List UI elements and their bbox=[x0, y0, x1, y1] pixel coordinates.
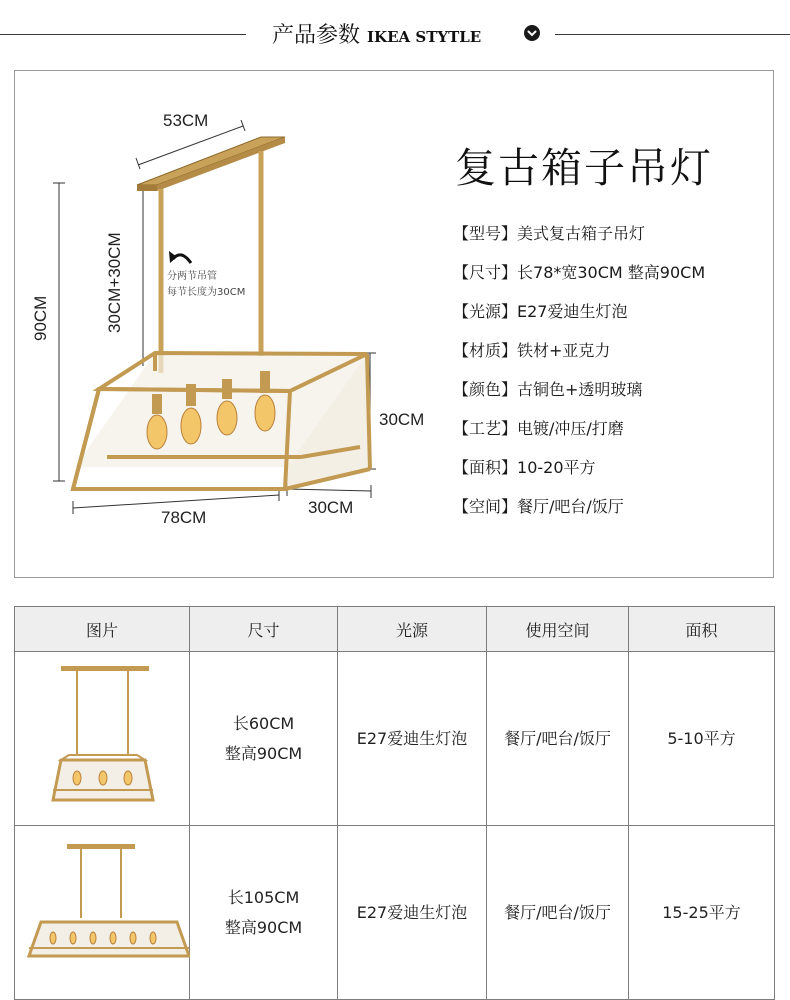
spec-value: 长78*宽30CM 整高90CM bbox=[517, 263, 706, 282]
spec-item bbox=[453, 455, 705, 494]
dim-top-width: 53CM bbox=[163, 111, 209, 130]
spec-item bbox=[453, 260, 705, 299]
spec-list bbox=[453, 221, 705, 533]
variant-space: 餐厅/吧台/饭厅 bbox=[487, 826, 629, 1000]
spec-key: 【光源】 bbox=[453, 302, 518, 321]
variant-area: 5-10平方 bbox=[629, 652, 775, 826]
spec-key: 【材质】 bbox=[453, 341, 518, 360]
spec-key: 【工艺】 bbox=[453, 419, 518, 438]
col-header-space: 使用空间 bbox=[487, 607, 629, 652]
table-header-row bbox=[15, 607, 775, 652]
section-title bbox=[272, 18, 481, 49]
variant-length: 长105CM bbox=[227, 887, 300, 907]
variant-area: 15-25平方 bbox=[629, 826, 775, 1000]
spec-key: 【颜色】 bbox=[453, 380, 518, 399]
variant-lamp-image bbox=[15, 826, 190, 989]
spec-value: 餐厅/吧台/饭厅 bbox=[517, 497, 624, 516]
spec-item bbox=[453, 299, 705, 338]
spec-value: 美式复古箱子吊灯 bbox=[517, 224, 646, 243]
rod-note-line2: 每节长度为30CM bbox=[167, 287, 246, 298]
spec-key: 【空间】 bbox=[453, 497, 518, 516]
variant-height: 整高90CM bbox=[224, 743, 303, 763]
table-row bbox=[15, 826, 775, 1000]
header-divider-left bbox=[0, 34, 246, 35]
section-title-en: IKEA STYTLE bbox=[367, 28, 482, 46]
rod-note bbox=[167, 269, 245, 301]
spec-key: 【尺寸】 bbox=[453, 263, 518, 282]
col-header-area: 面积 bbox=[629, 607, 775, 652]
spec-item bbox=[453, 416, 705, 455]
table-row bbox=[15, 652, 775, 826]
variant-image-cell bbox=[15, 826, 190, 1000]
dim-total-height: 90CM bbox=[31, 295, 50, 341]
variant-space: 餐厅/吧台/饭厅 bbox=[487, 652, 629, 826]
spec-item bbox=[453, 221, 705, 260]
variant-height: 整高90CM bbox=[224, 917, 303, 937]
product-name: 复古箱子吊灯 bbox=[455, 144, 713, 192]
spec-item bbox=[453, 338, 705, 377]
dim-width: 30CM bbox=[308, 498, 354, 517]
variant-length: 长60CM bbox=[232, 713, 295, 733]
spec-value: E27爱迪生灯泡 bbox=[517, 302, 628, 321]
variant-image-cell bbox=[15, 652, 190, 826]
header-divider-right bbox=[555, 34, 790, 35]
col-header-light: 光源 bbox=[338, 607, 487, 652]
section-title-cn: 产品参数 bbox=[272, 23, 361, 48]
variant-size bbox=[190, 652, 338, 826]
spec-value: 10-20平方 bbox=[517, 458, 596, 477]
col-header-size: 尺寸 bbox=[190, 607, 338, 652]
hanging-rods bbox=[161, 151, 261, 373]
spec-value: 古铜色+透明玻璃 bbox=[517, 380, 643, 399]
chevron-down-icon bbox=[524, 25, 540, 41]
dim-length: 78CM bbox=[161, 508, 207, 527]
variant-light: E27爱迪生灯泡 bbox=[338, 652, 487, 826]
dim-rod-length: 30CM+30CM bbox=[105, 232, 124, 333]
spec-item bbox=[453, 494, 705, 533]
variants-table bbox=[14, 606, 775, 1000]
spec-key: 【面积】 bbox=[453, 458, 518, 477]
spec-value: 铁材+亚克力 bbox=[517, 341, 611, 360]
variant-size bbox=[190, 826, 338, 1000]
spec-value: 电镀/冲压/打磨 bbox=[517, 419, 624, 438]
variant-lamp-image bbox=[15, 652, 190, 815]
spec-item bbox=[453, 377, 705, 416]
col-header-image: 图片 bbox=[15, 607, 190, 652]
section-header bbox=[0, 14, 790, 54]
dim-box-height: 30CM bbox=[379, 410, 425, 429]
rod-note-line1: 分两节吊管 bbox=[167, 271, 217, 282]
spec-key: 【型号】 bbox=[453, 224, 518, 243]
product-panel bbox=[14, 70, 774, 578]
variant-light: E27爱迪生灯泡 bbox=[338, 826, 487, 1000]
